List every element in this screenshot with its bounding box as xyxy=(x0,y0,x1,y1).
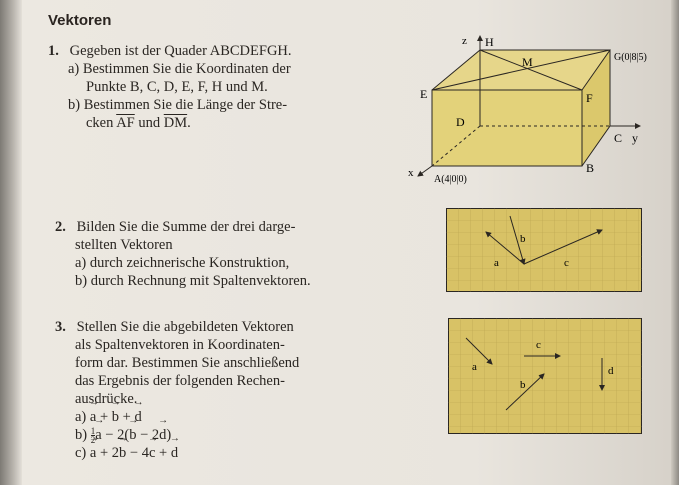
task-3-text-5: ausdrücke. xyxy=(75,391,138,407)
vector-d-symbol: → d xyxy=(159,426,166,444)
vector-b-symbol: → b xyxy=(129,426,136,444)
vector-a-symbol: → a xyxy=(95,426,101,444)
task-3-text-4: das Ergebnis der folgenden Rechen- xyxy=(75,373,285,389)
coefficient-two: 2 xyxy=(117,427,125,443)
task-1b-period: . xyxy=(187,115,191,131)
task-2a-text: durch zeichnerische Konstruktion, xyxy=(89,255,290,271)
task-3-number: 3. xyxy=(55,319,66,335)
task-1b-text: Bestimmen Sie die Länge der Stre- xyxy=(83,97,288,113)
coefficient-two: 2 xyxy=(151,427,160,443)
plus-sign: + xyxy=(159,445,168,462)
vector-a-symbol: → a xyxy=(90,444,96,462)
task-2-text-cont: stellten Vektoren xyxy=(75,237,173,253)
paren-open: ( xyxy=(124,427,130,443)
task-1-text: Gegeben ist der Quader ABCDEFGH. xyxy=(69,43,292,59)
book-spine-shadow xyxy=(0,0,22,485)
task-2a-label: a) xyxy=(75,255,87,271)
label-vector-c: c xyxy=(536,339,541,351)
label-vector-d: d xyxy=(608,365,614,377)
segment-dm: $\overline{DM}$ xyxy=(163,115,188,131)
section-heading: Vektoren xyxy=(48,12,112,29)
grid-lines xyxy=(447,209,642,292)
task-3-text-2: als Spaltenvektoren in Koordinaten- xyxy=(75,337,285,353)
vector-b-symbol: → b xyxy=(119,444,126,462)
vector-c-symbol: → c xyxy=(149,444,155,462)
label-vector-b: b xyxy=(520,233,526,245)
label-d: D xyxy=(456,115,465,129)
minus-sign: − xyxy=(129,445,139,462)
minus-sign: − xyxy=(140,427,149,443)
label-z-axis: z xyxy=(462,35,467,47)
task-2 xyxy=(55,218,311,290)
label-vector-a: a xyxy=(494,257,499,269)
label-vector-b: b xyxy=(520,379,526,391)
task-1b-label: b) xyxy=(68,97,81,113)
coefficient-two: 2 xyxy=(111,445,120,462)
task-2b-label: b) xyxy=(75,273,88,289)
label-f: F xyxy=(586,91,593,105)
task-3b-label: b) xyxy=(75,427,88,443)
coefficient-four: 4 xyxy=(141,445,149,462)
vector-grid-task-3 xyxy=(448,318,642,434)
vector-b-symbol: → b xyxy=(112,408,119,426)
task-1b-und: und xyxy=(138,115,161,131)
label-h: H xyxy=(485,35,494,49)
x-axis xyxy=(418,166,432,176)
expression-a xyxy=(55,408,299,426)
task-2b-text: durch Rechnung mit Spaltenvektoren. xyxy=(90,273,311,289)
label-e: E xyxy=(420,87,428,101)
task-1a-text-cont: Punkte B, C, D, E, F, H und M. xyxy=(86,79,268,95)
task-1a-text: Bestimmen Sie die Koordinaten der xyxy=(82,61,291,77)
task-3-text: Stellen Sie die abgebildeten Vektoren xyxy=(76,319,294,335)
label-a: A(4|0|0) xyxy=(434,174,467,185)
task-3 xyxy=(55,318,299,462)
fraction-numerator: 1 xyxy=(90,426,96,437)
task-1-number: 1. xyxy=(48,43,59,59)
task-2-number: 2. xyxy=(55,219,66,235)
task-1b-cken: cken xyxy=(86,115,114,131)
label-c: C xyxy=(614,131,623,145)
label-m: M xyxy=(522,55,533,69)
cuboid-front-face xyxy=(432,90,582,166)
label-b: B xyxy=(586,161,595,175)
label-g: G(0|8|5) xyxy=(614,52,647,63)
plus-sign: + xyxy=(99,445,109,462)
task-3a-label: a) xyxy=(75,409,87,425)
task-3-text-3: form dar. Bestimmen Sie anschließend xyxy=(75,355,300,371)
task-2-text: Bilden Sie die Summe der drei darge- xyxy=(76,219,296,235)
cuboid-figure xyxy=(400,30,675,190)
vector-a-symbol: → a xyxy=(90,408,96,426)
vector-grid-task-2 xyxy=(446,208,642,292)
paren-close: ) xyxy=(166,427,172,443)
plus-sign: + xyxy=(122,409,131,425)
expression-c xyxy=(55,444,299,462)
label-x-axis: x xyxy=(408,167,414,179)
fraction-denominator: 2 xyxy=(90,435,96,446)
task-3c-label: c) xyxy=(75,445,87,462)
vector-d-symbol: → d xyxy=(171,444,178,462)
minus-sign: − xyxy=(105,427,114,443)
label-vector-c: c xyxy=(564,257,569,269)
task-1 xyxy=(48,42,292,132)
label-vector-a: a xyxy=(472,361,477,373)
segment-af: $\overline{AF}$ xyxy=(116,115,135,131)
label-y-axis: y xyxy=(632,131,638,145)
plus-sign: + xyxy=(99,409,109,425)
vector-d-symbol: → d xyxy=(134,408,141,426)
task-1a-label: a) xyxy=(68,61,80,77)
